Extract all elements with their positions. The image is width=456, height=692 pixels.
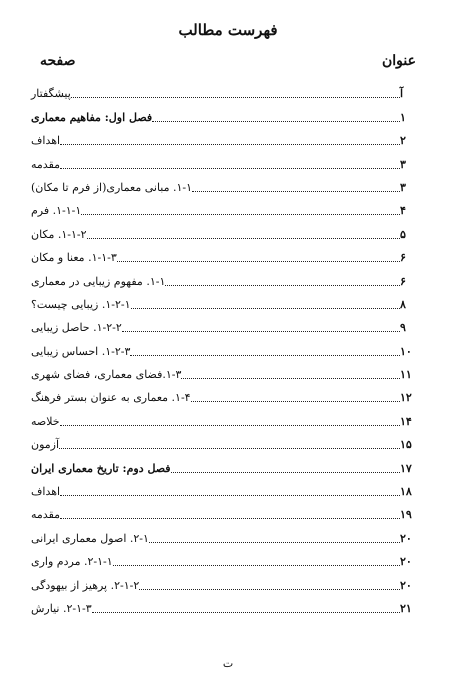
- toc-entry-page: ۱۹: [400, 508, 412, 522]
- toc-entry-label: ۱-۱-۲. مکان: [31, 227, 87, 241]
- toc-entry-page: ۵: [400, 227, 406, 241]
- toc-entry: [28, 335, 418, 358]
- toc-entry-label: مقدمه: [31, 157, 61, 171]
- toc-entry: [28, 359, 418, 382]
- dot-leader: [130, 355, 400, 356]
- dot-leader: [60, 495, 400, 496]
- toc-entry: [28, 78, 418, 101]
- toc-entry: [28, 195, 418, 218]
- dot-leader: [60, 168, 400, 169]
- toc-entry-label: مقدمه: [31, 508, 61, 522]
- toc-entry: [28, 522, 418, 545]
- toc-entry: [28, 172, 418, 195]
- toc-entry-label: ۲-۱-۱. مردم واری: [31, 555, 113, 569]
- toc-entry-label: ۱-۱. مبانی معماری(از فرم تا مکان): [31, 180, 193, 194]
- toc-entry-label: خلاصه: [31, 414, 60, 428]
- toc-entry-page: ۳: [400, 180, 406, 194]
- column-header-page: صفحه: [40, 53, 76, 69]
- dot-leader: [191, 401, 400, 402]
- toc-entry-page: ۲۰: [400, 578, 412, 592]
- toc-entry-page: ۱: [400, 110, 406, 124]
- toc-entry: [28, 218, 418, 241]
- toc-entry-page: ۱۷: [400, 461, 412, 475]
- toc-entry: [28, 125, 418, 148]
- dot-leader: [149, 542, 400, 543]
- page-title: فهرست مطالب: [178, 21, 278, 39]
- toc-entry: [28, 148, 418, 171]
- toc-entry-page: ۱۲: [400, 391, 412, 405]
- toc-entry-label: ۱-۱. مفهوم زیبایی در معماری: [31, 274, 166, 288]
- toc-entry-label: ۲-۱-۳. نیارش: [31, 601, 92, 615]
- toc-entry: [28, 546, 418, 569]
- toc-entry-label: ۱-۳.فضای معماری، فضای شهری: [31, 368, 182, 382]
- toc-entry: [28, 476, 418, 499]
- toc-entry-label: ۱-۲-۲. حاصل زیبایی: [31, 321, 122, 335]
- toc-entry-page: ۶: [400, 274, 406, 288]
- toc-entry: [28, 452, 418, 475]
- toc-entry-label: ۲-۱-۲. پرهیز از بیهودگی: [31, 578, 140, 592]
- toc-entry-page: ۱۴: [400, 414, 412, 428]
- dot-leader: [71, 97, 400, 98]
- toc-entry-label: فصل دوم: تاریخ معماری ایران: [31, 461, 171, 475]
- dot-leader: [59, 448, 400, 449]
- toc-entry-page: ۶: [400, 251, 406, 265]
- dot-leader: [165, 285, 400, 286]
- toc-entry: [28, 242, 418, 265]
- dot-leader: [139, 589, 400, 590]
- toc-entry: [28, 382, 418, 405]
- dot-leader: [131, 308, 400, 309]
- toc-entry-label: فصل اول: مفاهیم معماری: [31, 110, 153, 124]
- toc-entry-label: آزمون: [31, 438, 60, 452]
- toc-entry: [28, 405, 418, 428]
- dot-leader: [192, 191, 400, 192]
- toc-entry-label: اهداف: [31, 134, 61, 148]
- toc-entry-page: ۱۸: [400, 485, 412, 499]
- dot-leader: [60, 425, 400, 426]
- toc-entry-page: ۴: [400, 204, 406, 218]
- toc-entry-page: ۱۰: [400, 344, 412, 358]
- toc-entry: [28, 265, 418, 288]
- toc-entry: [28, 569, 418, 592]
- dot-leader: [81, 214, 400, 215]
- toc-entry: [28, 429, 418, 452]
- toc-entry-page: ۸: [400, 297, 406, 311]
- toc-entry: [28, 593, 418, 616]
- toc-entry-page: ۱۱: [400, 368, 412, 382]
- toc-entry-page: ۲۱: [400, 601, 412, 615]
- toc-entry-page: ۹: [400, 321, 406, 335]
- toc-entry-label: پیشگفتار: [31, 87, 71, 101]
- toc-entry-label: ۱-۲-۳. احساس زیبایی: [31, 344, 131, 358]
- page-number-footer: ت: [222, 657, 234, 670]
- dot-leader: [60, 518, 400, 519]
- toc-entry: [28, 289, 418, 312]
- toc-entry-page: آ: [400, 87, 404, 101]
- toc-entry: [28, 499, 418, 522]
- toc-entry-label: اهداف: [31, 485, 61, 499]
- dot-leader: [152, 121, 400, 122]
- dot-leader: [60, 144, 400, 145]
- toc-entry-page: ۱۵: [400, 438, 412, 452]
- toc-entry: [28, 312, 418, 335]
- toc-entry: [28, 101, 418, 124]
- toc-list: [28, 78, 418, 616]
- dot-leader: [87, 238, 400, 239]
- dot-leader: [117, 261, 400, 262]
- column-header-title: عنوان: [382, 53, 416, 69]
- dot-leader: [122, 331, 400, 332]
- toc-entry-page: ۲۰: [400, 555, 412, 569]
- dot-leader: [171, 472, 400, 473]
- toc-entry-label: ۱-۱-۳. معنا و مکان: [31, 251, 117, 265]
- toc-entry-label: ۱-۱-۱. فرم: [31, 204, 82, 218]
- dot-leader: [113, 565, 400, 566]
- dot-leader: [181, 378, 400, 379]
- toc-entry-label: ۲-۱. اصول معماری ایرانی: [31, 531, 149, 545]
- toc-entry-label: ۱-۲-۱. زیبایی چیست؟: [31, 297, 131, 311]
- toc-entry-page: ۲: [400, 134, 406, 148]
- toc-entry-label: ۱-۴. معماری به عنوان بستر فرهنگ: [31, 391, 191, 405]
- dot-leader: [92, 612, 400, 613]
- toc-entry-page: ۳: [400, 157, 406, 171]
- toc-entry-page: ۲۰: [400, 531, 412, 545]
